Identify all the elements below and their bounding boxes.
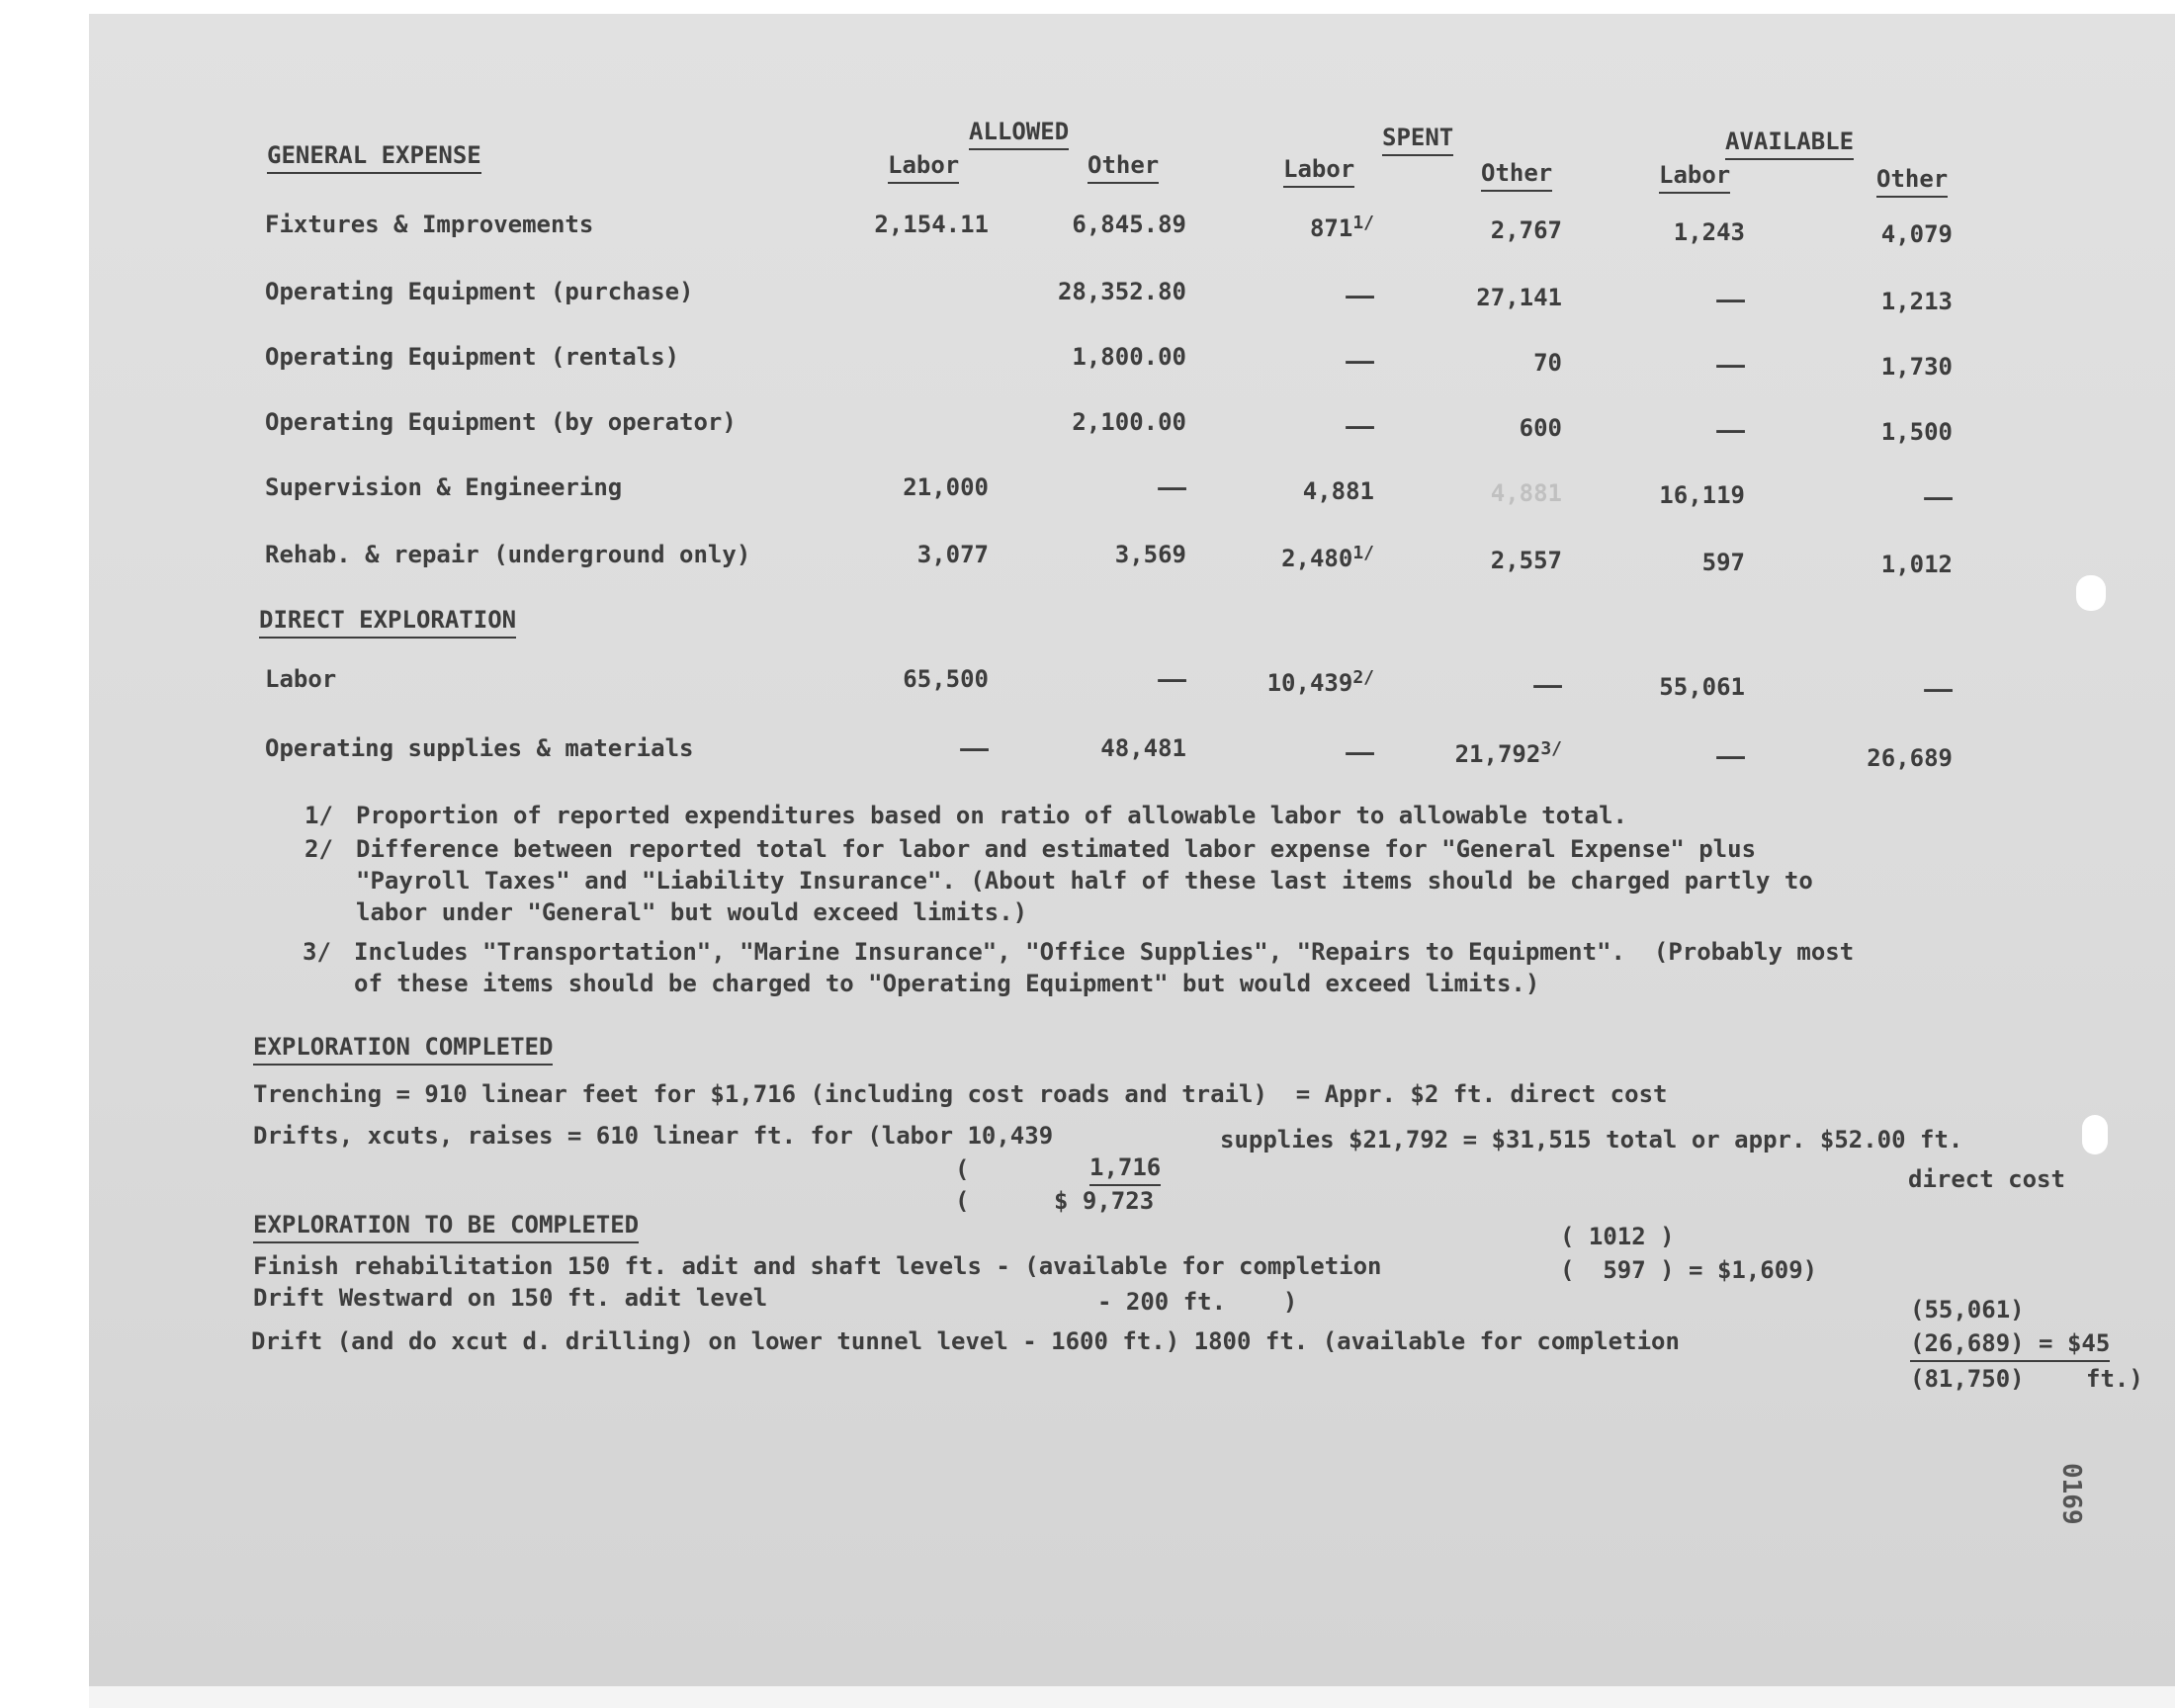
general-row-3-spent-labor: —— xyxy=(1346,347,1374,375)
general-expense-heading: GENERAL EXPENSE xyxy=(267,140,481,174)
general-row-4-avail-labor: —— xyxy=(1716,416,1745,444)
footnote-mark-3: 3/ xyxy=(303,938,331,966)
exploration-completed-heading: EXPLORATION COMPLETED xyxy=(253,1032,553,1066)
calc-paren-2: ( xyxy=(955,1187,970,1215)
drift-calc-ft: ft.) xyxy=(2086,1365,2143,1393)
trenching-line: Trenching = 910 linear feet for $1,716 (including cost roads and trail) = Appr. $2 ft. direct cost xyxy=(253,1080,1668,1108)
direct-row-2-spent-labor: —— xyxy=(1346,738,1374,766)
drift-westward-distance: - 200 ft. ) xyxy=(1097,1288,1298,1316)
drift-westward-line: Drift Westward on 150 ft. adit level xyxy=(253,1284,768,1312)
direct-row-2-spent-other: $21,792^{3/}$ xyxy=(1454,738,1562,768)
general-row-1-allowed-other: 6,845.89 xyxy=(1072,211,1186,238)
drift-lower-tunnel-line: Drift (and do xcut d. drilling) on lower tunnel level - 1600 ft.) 1800 ft. (available for completion xyxy=(251,1327,1680,1355)
available-heading: AVAILABLE xyxy=(1725,127,1854,160)
general-row-6-spent-other: 2,557 xyxy=(1490,547,1562,574)
direct-row-2-allowed-other: 48,481 xyxy=(1100,734,1186,762)
general-row-5-allowed-other: —— xyxy=(1158,473,1186,501)
direct-cost-label: direct cost xyxy=(1908,1165,2065,1193)
general-row-3-avail-other: 1,730 xyxy=(1880,353,1953,381)
footnote-mark-2: 2/ xyxy=(304,835,333,863)
drift-calc-c: (81,750) xyxy=(1910,1365,2025,1393)
direct-row-2-avail-other: 26,689 xyxy=(1867,744,1953,772)
footnote-3-line-1: Includes "Transportation", "Marine Insurance", "Office Supplies", "Repairs to Equipment". (Probably most xyxy=(354,938,1855,966)
direct-row-1-spent-labor: $10,439^{2/}$ xyxy=(1266,667,1374,697)
general-row-5-spent-other: 4,881 xyxy=(1490,479,1562,507)
general-row-6-allowed-other: 3,569 xyxy=(1114,541,1186,568)
general-row-4-allowed-other: 2,100.00 xyxy=(1072,408,1186,436)
drift-calc-b: (26,689) = $45 xyxy=(1910,1328,2110,1362)
calc-total: $ 9,723 xyxy=(1054,1187,1155,1215)
general-row-6-label: Rehab. & repair (underground only) xyxy=(265,541,751,568)
general-row-2-allowed-other: 28,352.80 xyxy=(1057,278,1186,305)
general-row-2-spent-other: 27,141 xyxy=(1476,284,1562,311)
general-row-2-avail-other: 1,213 xyxy=(1880,288,1953,315)
drifts-line: Drifts, xcuts, raises = 610 linear ft. for (labor 10,439 xyxy=(253,1122,1054,1150)
general-row-6-footnote-ref: 1/ xyxy=(1352,543,1374,563)
general-row-1-footnote-ref: 1/ xyxy=(1352,213,1374,233)
page-number: 0169 xyxy=(2056,1463,2086,1525)
footnote-mark-1: 1/ xyxy=(304,802,333,829)
footnote-1-line-1: Proportion of reported expenditures based on ratio of allowable labor to allowable total. xyxy=(356,802,1627,829)
general-row-1-avail-labor: 1,243 xyxy=(1673,218,1745,246)
general-row-1-label: Fixtures & Improvements xyxy=(265,211,594,238)
general-row-4-spent-other: 600 xyxy=(1519,414,1562,442)
general-row-1-allowed-labor: 2,154.11 xyxy=(874,211,989,238)
allowed-labor-header: Labor xyxy=(888,150,959,184)
general-row-6-avail-labor: 597 xyxy=(1701,549,1745,576)
general-row-4-label: Operating Equipment (by operator) xyxy=(265,408,737,436)
allowed-heading: ALLOWED xyxy=(969,117,1069,150)
direct-row-1-allowed-labor: 65,500 xyxy=(903,665,989,693)
available-other-header: Other xyxy=(1876,164,1948,198)
general-row-2-label: Operating Equipment (purchase) xyxy=(265,278,694,305)
general-row-3-spent-other: 70 xyxy=(1533,349,1562,377)
direct-row-2-footnote-ref: 3/ xyxy=(1540,738,1562,759)
footnote-3-line-2: of these items should be charged to "Operating Equipment" but would exceed limits.) xyxy=(354,970,1540,997)
footnote-2-line-3: labor under "General" but would exceed limits.) xyxy=(356,898,1028,926)
general-row-2-avail-labor: —— xyxy=(1716,286,1745,313)
direct-row-1-avail-other: —— xyxy=(1924,675,1953,703)
general-row-5-avail-other: —— xyxy=(1924,483,1953,511)
spent-other-header: Other xyxy=(1481,158,1552,192)
direct-row-1-footnote-ref: 2/ xyxy=(1352,667,1374,688)
drift-calc-a: (55,061) xyxy=(1910,1296,2025,1324)
rehab-calc-bottom: ( 597 ) = $1,609) xyxy=(1560,1256,1818,1284)
general-row-4-avail-other: 1,500 xyxy=(1880,418,1953,446)
punch-hole-lower xyxy=(2082,1115,2108,1154)
footnote-2-line-1: Difference between reported total for labor and estimated labor expense for "General Expense" plus xyxy=(356,835,1757,863)
general-row-5-spent-labor: 4,881 xyxy=(1302,477,1374,505)
direct-row-2-label: Operating supplies & materials xyxy=(265,734,694,762)
general-row-1-spent-other: 2,767 xyxy=(1490,216,1562,244)
punch-hole-upper xyxy=(2076,575,2106,611)
page-bottom-edge xyxy=(89,1686,2175,1708)
footnote-2-line-2: "Payroll Taxes" and "Liability Insurance". (About half of these last items should be charged partly to xyxy=(356,867,1813,895)
general-row-6-allowed-labor: 3,077 xyxy=(916,541,989,568)
direct-row-1-avail-labor: 55,061 xyxy=(1659,673,1745,701)
general-row-6-spent-labor: $2,480^{1/}$ xyxy=(1281,543,1374,572)
drifts-supplies-line: supplies $21,792 = $31,515 total or appr. $52.00 ft. xyxy=(1220,1126,1963,1153)
general-row-5-avail-labor: 16,119 xyxy=(1659,481,1745,509)
rehab-calc-top: ( 1012 ) xyxy=(1560,1223,1675,1250)
calc-paren-1: ( xyxy=(955,1155,970,1183)
general-row-3-avail-labor: —— xyxy=(1716,351,1745,379)
general-row-4-spent-labor: —— xyxy=(1346,412,1374,440)
direct-row-1-allowed-other: —— xyxy=(1158,665,1186,693)
available-labor-header: Labor xyxy=(1659,160,1730,194)
general-row-5-allowed-labor: 21,000 xyxy=(903,473,989,501)
spent-heading: SPENT xyxy=(1382,123,1453,156)
exploration-to-be-completed-heading: EXPLORATION TO BE COMPLETED xyxy=(253,1210,639,1243)
direct-exploration-heading: DIRECT EXPLORATION xyxy=(259,605,516,639)
direct-row-2-allowed-labor: —— xyxy=(960,734,989,762)
calc-1716: 1,716 xyxy=(1089,1153,1161,1186)
general-row-2-spent-labor: —— xyxy=(1346,282,1374,309)
general-row-1-spent-labor: $871^{1/}$ xyxy=(1309,213,1374,242)
finish-rehab-line: Finish rehabilitation 150 ft. adit and shaft levels - (available for completion xyxy=(253,1252,1382,1280)
general-row-3-label: Operating Equipment (rentals) xyxy=(265,343,680,371)
general-row-5-label: Supervision & Engineering xyxy=(265,473,623,501)
allowed-other-header: Other xyxy=(1088,150,1159,184)
direct-row-2-avail-labor: —— xyxy=(1716,742,1745,770)
general-row-1-avail-other: 4,079 xyxy=(1880,220,1953,248)
direct-row-1-label: Labor xyxy=(265,665,337,693)
general-row-3-allowed-other: 1,800.00 xyxy=(1072,343,1186,371)
direct-row-1-spent-other: —— xyxy=(1533,671,1562,699)
spent-labor-header: Labor xyxy=(1283,154,1354,188)
general-row-6-avail-other: 1,012 xyxy=(1880,551,1953,578)
